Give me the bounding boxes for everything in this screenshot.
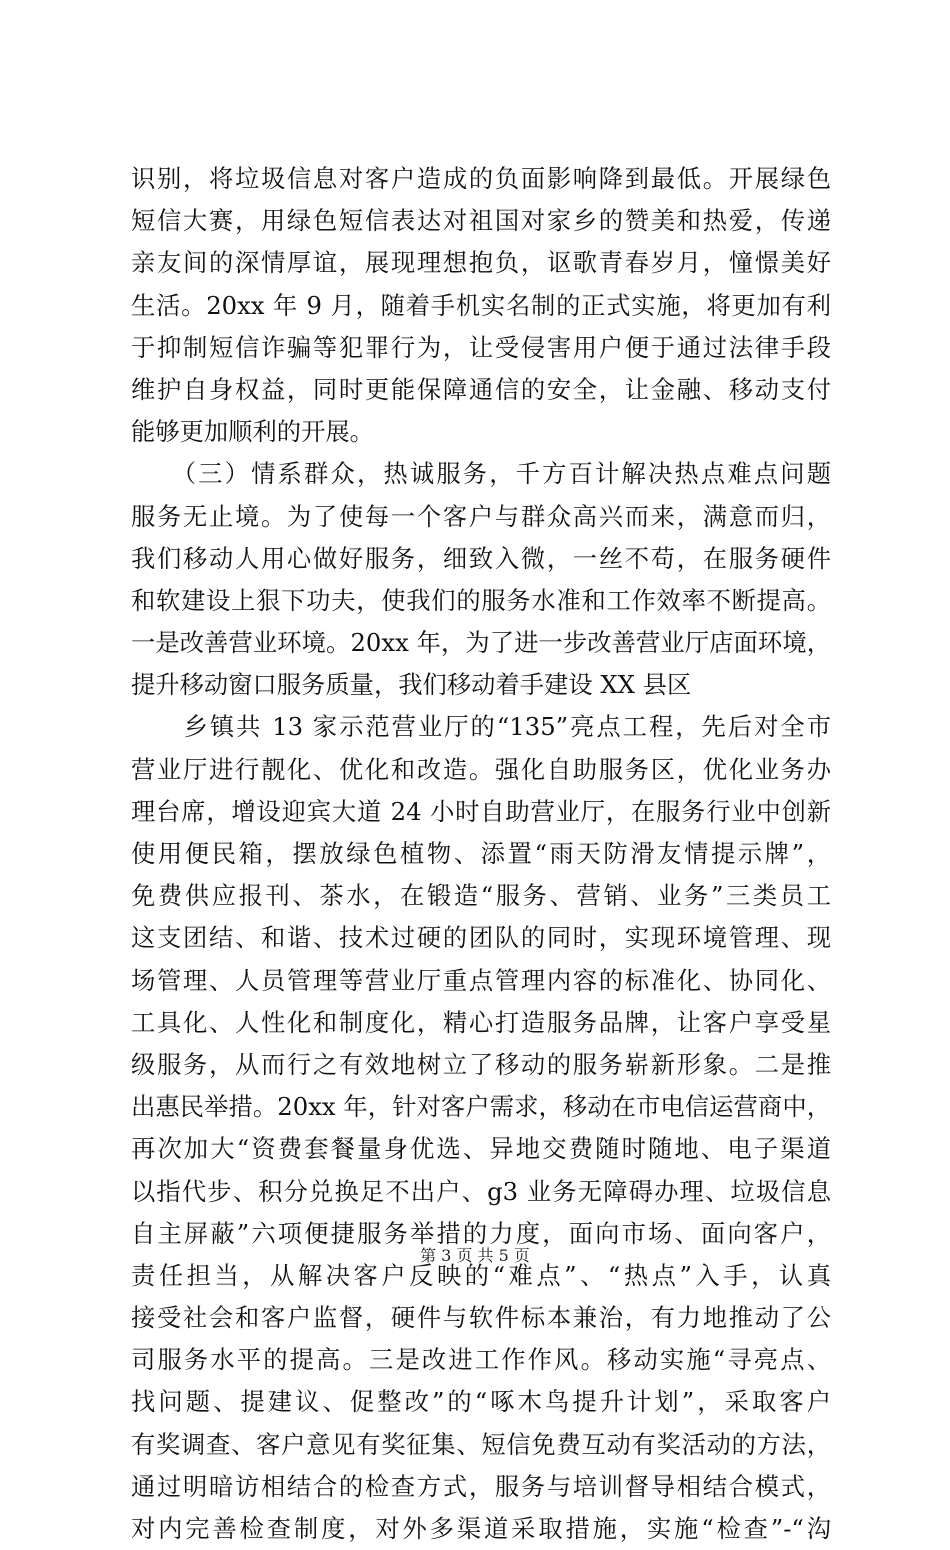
text-line: 有奖调查、客户意见有奖征集、短信免费互动有奖活动的方法， bbox=[131, 1429, 831, 1459]
text-line: 接受社会和客户监督，硬件与软件标本兼治，有力地推动了公 bbox=[131, 1303, 831, 1333]
text-line: 免费供应报刊、茶水，在锻造“服务、营销、业务”三类员工 bbox=[131, 881, 831, 911]
text-line: 以指代步、积分兑换足不出户、g3 业务无障碍办理、垃圾信息 bbox=[131, 1176, 831, 1206]
document-body bbox=[131, 158, 831, 1550]
text-line: 再次加大“资费套餐量身优选、异地交费随时随地、电子渠道 bbox=[131, 1134, 831, 1164]
text-line: 使用便民箱，摆放绿色植物、添置“雨天防滑友情提示牌”， bbox=[131, 839, 831, 868]
text-line: 能够更加顺利的开展。 bbox=[131, 417, 374, 447]
text-line: 我们移动人用心做好服务，细致入微，一丝不苟，在服务硬件 bbox=[131, 543, 831, 573]
text-line: 服务无止境。为了使每一个客户与群众高兴而来，满意而归， bbox=[131, 501, 831, 531]
text-line: 司服务水平的提高。三是改进工作作风。移动实施“寻亮点、 bbox=[131, 1345, 831, 1375]
text-line: 理台席，增设迎宾大道 24 小时自助营业厅，在服务行业中创新 bbox=[131, 796, 831, 826]
text-line: （三）情系群众，热诚服务，千方百计解决热点难点问题 bbox=[131, 459, 831, 489]
text-line: 亲友间的深情厚谊，展现理想抱负，讴歌青春岁月，憧憬美好 bbox=[131, 248, 831, 278]
text-line: 出惠民举措。20xx 年，针对客户需求，移动在市电信运营商中， bbox=[131, 1092, 831, 1122]
text-line: 级服务，从而行之有效地树立了移动的服务崭新形象。二是推 bbox=[131, 1049, 831, 1079]
page-footer: 第 3 页 共 5 页 bbox=[420, 1246, 530, 1265]
text-line: 和软建设上狠下功夫，使我们的服务水准和工作效率不断提高。 bbox=[131, 585, 831, 615]
text-line: 于抑制短信诈骗等犯罪行为，让受侵害用户便于通过法律手段 bbox=[131, 332, 831, 362]
text-line: 对内完善检查制度，对外多渠道采取措施，实施“检查”-“沟 bbox=[131, 1514, 831, 1543]
text-line: 找问题、提建议、促整改”的“啄木鸟提升计划”，采取客户 bbox=[131, 1387, 831, 1417]
text-line: 这支团结、和谐、技术过硬的团队的同时，实现环境管理、现 bbox=[131, 923, 831, 953]
text-line: 生活。20xx 年 9 月，随着手机实名制的正式实施，将更加有利 bbox=[131, 290, 831, 320]
text-line: 场管理、人员管理等营业厅重点管理内容的标准化、协同化、 bbox=[131, 965, 831, 995]
text-line: 一是改善营业环境。20xx 年，为了进一步改善营业厅店面环境， bbox=[131, 628, 831, 658]
text-line: 维护自身权益，同时更能保障通信的安全，让金融、移动支付 bbox=[131, 374, 831, 404]
text-line: 自主屏蔽”六项便捷服务举措的力度，面向市场、面向客户， bbox=[131, 1218, 831, 1248]
text-line: 营业厅进行靓化、优化和改造。强化自助服务区，优化业务办 bbox=[131, 754, 831, 784]
text-line: 责任担当，从解决客户反映的“难点”、“热点”入手，认真 bbox=[131, 1260, 831, 1290]
text-line: 通过明暗访相结合的检查方式，服务与培训督导相结合模式， bbox=[131, 1471, 831, 1501]
text-line: 工具化、人性化和制度化，精心打造服务品牌，让客户享受星 bbox=[131, 1007, 831, 1037]
text-line: 识别，将垃圾信息对客户造成的负面影响降到最低。开展绿色 bbox=[131, 164, 831, 193]
text-line: 短信大赛，用绿色短信表达对祖国对家乡的赞美和热爱，传递 bbox=[131, 206, 831, 236]
text-line: 乡镇共 13 家示范营业厅的“135”亮点工程，先后对全市 bbox=[131, 712, 831, 742]
text-line: 提升移动窗口服务质量，我们移动着手建设 XX 县区 bbox=[131, 670, 692, 700]
